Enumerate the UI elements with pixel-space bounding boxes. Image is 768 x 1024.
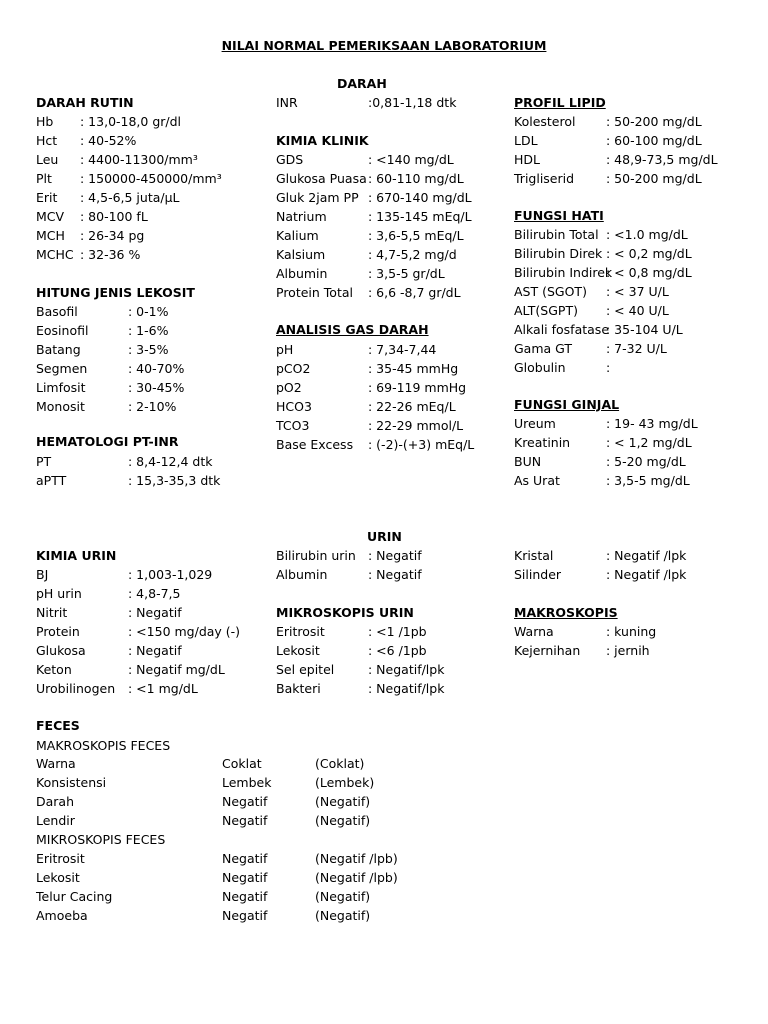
urin-heading: URIN <box>367 529 402 544</box>
fungsi-hati-value: : < 37 U/L <box>606 284 669 299</box>
darah-rutin-label: Hb <box>36 114 54 129</box>
kimia-klinik-header: KIMIA KLINIK <box>276 133 369 148</box>
makroskopis-feces-value: Coklat <box>222 756 262 771</box>
fungsi-hati-label: Bilirubin Total <box>514 227 599 242</box>
mikroskopis-urin-value: : Negatif/lpk <box>368 662 445 677</box>
darah-rutin-header: DARAH RUTIN <box>36 95 134 110</box>
fungsi-ginjal-value: : < 1,2 mg/dL <box>606 435 692 450</box>
mikroskopis-feces-value: Negatif <box>222 889 268 904</box>
mikroskopis-feces-reference: (Negatif) <box>315 889 371 904</box>
kimia-urin-label: Protein <box>36 624 80 639</box>
gas-darah-value: : 7,34-7,44 <box>368 342 437 357</box>
mikroskopis-urin-label: Eritrosit <box>276 624 325 639</box>
profil-lipid-value: : 60-100 mg/dL <box>606 133 702 148</box>
gas-darah-value: : 35-45 mmHg <box>368 361 459 376</box>
profil-lipid-value: : 50-200 mg/dL <box>606 114 702 129</box>
gas-darah-label: pCO2 <box>276 361 311 376</box>
darah-rutin-value: : 150000-450000/mm³ <box>80 171 222 186</box>
mikroskopis-urin-value: : <1 /1pb <box>368 624 427 639</box>
profil-lipid-label: HDL <box>514 152 540 167</box>
hitung-jenis-value: : 3-5% <box>128 342 169 357</box>
hitung-jenis-label: Batang <box>36 342 81 357</box>
kimia-klinik-value: : 3,6-5,5 mEq/L <box>368 228 464 243</box>
kimia-klinik-label: Gluk 2jam PP <box>276 190 359 205</box>
kimia-urin-value: : 4,8-7,5 <box>128 586 181 601</box>
mikroskopis-feces-label: Eritrosit <box>36 851 85 866</box>
fungsi-hati-value: : < 0,8 mg/dL <box>606 265 692 280</box>
darah-rutin-label: MCHC <box>36 247 74 262</box>
fungsi-ginjal-label: As Urat <box>514 473 560 488</box>
kimia-klinik-label: Glukosa Puasa <box>276 171 367 186</box>
gas-darah-header: ANALISIS GAS DARAH <box>276 322 429 337</box>
makroskopis-feces-value: Negatif <box>222 813 268 828</box>
mikroskopis-urin-value: : <6 /1pb <box>368 643 427 658</box>
kimia-urin-label: pH urin <box>36 586 82 601</box>
profil-lipid-label: Kolesterol <box>514 114 576 129</box>
mikroskopis-feces-label: Telur Cacing <box>36 889 113 904</box>
darah-rutin-label: Plt <box>36 171 52 186</box>
mikroskopis-urin-label: Lekosit <box>276 643 320 658</box>
hitung-jenis-value: : 2-10% <box>128 399 177 414</box>
hitung-jenis-label: Limfosit <box>36 380 86 395</box>
mikroskopis-urin-label: Sel epitel <box>276 662 335 677</box>
mikroskopis-feces-value: Negatif <box>222 851 268 866</box>
hematologi-header: HEMATOLOGI PT-INR <box>36 434 179 449</box>
fungsi-ginjal-header: FUNGSI GINJAL <box>514 397 620 412</box>
hematologi-label: PT <box>36 454 52 469</box>
kimia-urin-label: Glukosa <box>36 643 86 658</box>
kimia-klinik-value: : 670-140 mg/dL <box>368 190 472 205</box>
hitung-jenis-value: : 30-45% <box>128 380 185 395</box>
kimia-urin-value: : <1 mg/dL <box>128 681 198 696</box>
feces-header: FECES <box>36 718 80 733</box>
darah-heading: DARAH <box>337 76 387 91</box>
kimia-klinik-value: : 6,6 -8,7 gr/dL <box>368 285 461 300</box>
fungsi-hati-value: : 35-104 U/L <box>606 322 683 337</box>
mikroskopis-feces-reference: (Negatif /lpb) <box>315 870 398 885</box>
kimia-urin-label: BJ <box>36 567 49 582</box>
fungsi-hati-value: : < 0,2 mg/dL <box>606 246 692 261</box>
makroskopis-label: Kejernihan <box>514 643 581 658</box>
kimia-klinik-label: Albumin <box>276 266 328 281</box>
kimia-urin-value: : <150 mg/day (-) <box>128 624 241 639</box>
gas-darah-value: : 22-29 mmol/L <box>368 418 464 433</box>
makroskopis-feces-label: Konsistensi <box>36 775 107 790</box>
makroskopis-feces-value: Negatif <box>222 794 268 809</box>
page-title: NILAI NORMAL PEMERIKSAAN LABORATORIUM <box>221 38 547 53</box>
makroskopis-header: MAKROSKOPIS <box>514 605 618 620</box>
fungsi-hati-label: Bilirubin Direk <box>514 246 603 261</box>
kimia-urin-label: Nitrit <box>36 605 68 620</box>
hitung-jenis-label: Monosit <box>36 399 85 414</box>
kimia-urin-label: Keton <box>36 662 72 677</box>
hitung-jenis-label: Basofil <box>36 304 78 319</box>
mikroskopis-feces-header: MIKROSKOPIS FECES <box>36 832 166 847</box>
hitung-jenis-label: Segmen <box>36 361 88 376</box>
profil-lipid-label: LDL <box>514 133 538 148</box>
makroskopis-value: : jernih <box>606 643 650 658</box>
kimia-klinik-label: Kalium <box>276 228 319 243</box>
hitung-jenis-value: : 1-6% <box>128 323 169 338</box>
fungsi-ginjal-value: : 5-20 mg/dL <box>606 454 686 469</box>
darah-rutin-value: : 4400-11300/mm³ <box>80 152 198 167</box>
darah-rutin-label: MCH <box>36 228 65 243</box>
darah-rutin-value: : 26-34 pg <box>80 228 145 243</box>
profil-lipid-value: : 48,9-73,5 mg/dL <box>606 152 718 167</box>
darah-rutin-label: Erit <box>36 190 58 205</box>
makroskopis-feces-label: Lendir <box>36 813 75 828</box>
profil-lipid-value: : 50-200 mg/dL <box>606 171 702 186</box>
fungsi-ginjal-label: Ureum <box>514 416 556 431</box>
mikroskopis-feces-label: Amoeba <box>36 908 88 923</box>
gas-darah-label: TCO3 <box>276 418 310 433</box>
urin-bilirubin-label: Bilirubin urin <box>276 548 356 563</box>
gas-darah-value: : 69-119 mmHg <box>368 380 467 395</box>
gas-darah-label: Base Excess <box>276 437 354 452</box>
kimia-klinik-value: : 60-110 mg/dL <box>368 171 464 186</box>
mikroskopis-feces-value: Negatif <box>222 908 268 923</box>
fungsi-hati-header: FUNGSI HATI <box>514 208 604 223</box>
urin-kristal-value: : Negatif /lpk <box>606 548 687 563</box>
mikroskopis-feces-label: Lekosit <box>36 870 80 885</box>
darah-rutin-value: : 4,5-6,5 juta/µL <box>80 190 180 205</box>
darah-rutin-label: Leu <box>36 152 59 167</box>
fungsi-ginjal-value: : 3,5-5 mg/dL <box>606 473 690 488</box>
kimia-klinik-value: : 3,5-5 gr/dL <box>368 266 445 281</box>
fungsi-hati-label: Bilirubin Indirek <box>514 265 613 280</box>
kimia-klinik-value: : 135-145 mEq/L <box>368 209 472 224</box>
darah-rutin-value: : 32-36 % <box>80 247 141 262</box>
makroskopis-feces-header: MAKROSKOPIS FECES <box>36 738 171 753</box>
hematologi-label: aPTT <box>36 473 67 488</box>
darah-rutin-value: : 40-52% <box>80 133 137 148</box>
kimia-klinik-label: Natrium <box>276 209 327 224</box>
inr-label: INR <box>276 95 298 110</box>
fungsi-hati-value: : <1.0 mg/dL <box>606 227 688 242</box>
gas-darah-label: HCO3 <box>276 399 312 414</box>
makroskopis-feces-reference: (Negatif) <box>315 794 371 809</box>
darah-rutin-label: Hct <box>36 133 58 148</box>
urin-kristal-label: Kristal <box>514 548 554 563</box>
hitung-jenis-value: : 0-1% <box>128 304 169 319</box>
makroskopis-feces-reference: (Coklat) <box>315 756 365 771</box>
fungsi-hati-label: ALT(SGPT) <box>514 303 578 318</box>
darah-rutin-value: : 80-100 fL <box>80 209 148 224</box>
makroskopis-value: : kuning <box>606 624 657 639</box>
fungsi-hati-value: : < 40 U/L <box>606 303 669 318</box>
urin-bilirubin-label: Albumin <box>276 567 328 582</box>
makroskopis-feces-reference: (Lembek) <box>315 775 375 790</box>
makroskopis-label: Warna <box>514 624 554 639</box>
kimia-urin-value: : Negatif <box>128 605 182 620</box>
kimia-urin-value: : Negatif mg/dL <box>128 662 225 677</box>
makroskopis-feces-value: Lembek <box>222 775 272 790</box>
urin-bilirubin-value: : Negatif <box>368 548 422 563</box>
fungsi-hati-value: : <box>606 360 611 375</box>
fungsi-hati-label: AST (SGOT) <box>514 284 587 299</box>
makroskopis-feces-label: Darah <box>36 794 75 809</box>
darah-rutin-label: MCV <box>36 209 65 224</box>
kimia-urin-value: : 1,003-1,029 <box>128 567 213 582</box>
urin-kristal-value: : Negatif /lpk <box>606 567 687 582</box>
fungsi-ginjal-label: Kreatinin <box>514 435 571 450</box>
kimia-klinik-label: Protein Total <box>276 285 353 300</box>
gas-darah-value: : 22-26 mEq/L <box>368 399 456 414</box>
urin-kristal-label: Silinder <box>514 567 562 582</box>
kimia-klinik-value: : 4,7-5,2 mg/d <box>368 247 457 262</box>
inr-value: :0,81-1,18 dtk <box>368 95 457 110</box>
fungsi-hati-label: Globulin <box>514 360 566 375</box>
kimia-klinik-value: : <140 mg/dL <box>368 152 454 167</box>
profil-lipid-label: Trigliserid <box>514 171 575 186</box>
hitung-jenis-value: : 40-70% <box>128 361 185 376</box>
gas-darah-value: : (-2)-(+3) mEq/L <box>368 437 475 452</box>
fungsi-hati-label: Gama GT <box>514 341 573 356</box>
kimia-klinik-label: Kalsium <box>276 247 326 262</box>
hitung-jenis-header: HITUNG JENIS LEKOSIT <box>36 285 195 300</box>
mikroskopis-urin-header: MIKROSKOPIS URIN <box>276 605 414 620</box>
kimia-klinik-label: GDS <box>276 152 304 167</box>
fungsi-ginjal-value: : 19- 43 mg/dL <box>606 416 698 431</box>
makroskopis-feces-label: Warna <box>36 756 76 771</box>
makroskopis-feces-reference: (Negatif) <box>315 813 371 828</box>
darah-rutin-value: : 13,0-18,0 gr/dl <box>80 114 182 129</box>
kimia-urin-value: : Negatif <box>128 643 182 658</box>
urin-bilirubin-value: : Negatif <box>368 567 422 582</box>
gas-darah-label: pH <box>276 342 294 357</box>
kimia-urin-header: KIMIA URIN <box>36 548 117 563</box>
kimia-urin-label: Urobilinogen <box>36 681 116 696</box>
hitung-jenis-label: Eosinofil <box>36 323 89 338</box>
fungsi-hati-label: Alkali fosfatase <box>514 322 610 337</box>
fungsi-ginjal-label: BUN <box>514 454 542 469</box>
fungsi-hati-value: : 7-32 U/L <box>606 341 667 356</box>
mikroskopis-urin-label: Bakteri <box>276 681 321 696</box>
hematologi-value: : 15,3-35,3 dtk <box>128 473 221 488</box>
mikroskopis-urin-value: : Negatif/lpk <box>368 681 445 696</box>
mikroskopis-feces-reference: (Negatif) <box>315 908 371 923</box>
gas-darah-label: pO2 <box>276 380 302 395</box>
mikroskopis-feces-reference: (Negatif /lpb) <box>315 851 398 866</box>
mikroskopis-feces-value: Negatif <box>222 870 268 885</box>
profil-lipid-header: PROFIL LIPID <box>514 95 606 110</box>
hematologi-value: : 8,4-12,4 dtk <box>128 454 213 469</box>
